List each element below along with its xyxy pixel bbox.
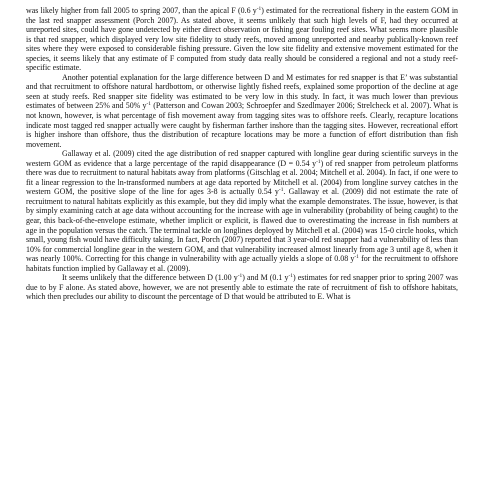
body-paragraph [26, 6, 458, 73]
unit-exponent: -1 [354, 254, 359, 261]
paragraph-text: for the recruitment to offshore habitats function implied by Gallaway et al. (2009). [26, 254, 459, 273]
body-paragraph [26, 273, 458, 302]
unit-exponent: -1 [316, 158, 321, 165]
unit-exponent: -1 [237, 273, 243, 280]
unit-exponent: -1 [288, 273, 293, 280]
body-paragraph [26, 149, 458, 273]
paragraph-text: ) estimated for the recreational fishery in the eastern GOM in the last red snapper assessment (Porch 2007). As stated above, it seems unlikely that such high levels of F, had they occurred at unreported sites, could have gone undetected by either direct observation or fishing gear fouling reef sites. What seems more plausible is that red snapper, which displayed very low site fidelity to study reefs, moved among unreported and nearby publically-known reef sites where they were exposed to considerable fishing pressure. Given the low site fidelity and extensive movement estimated for the species, it seems likely that any estimate of F computed from study data really should be considered a regional and not a study reef-specific estimate. [26, 6, 458, 73]
unit-exponent: -1 [278, 187, 284, 194]
paragraph-text: Gallaway et al. (2009) cited the age distribution of red snapper captured with longline gear during scientific surveys in the western GOM as evidence that a large percentage of the rapid disappearance (D = 0.54 y [26, 149, 458, 168]
paragraph-text: It seems unlikely that the difference between D (1.00 y [62, 273, 238, 283]
paragraph-text: ) and M (0.1 y [242, 273, 289, 283]
unit-exponent: -1 [146, 101, 151, 108]
paragraph-text: . Gallaway et al. (2009) did not estimate the rate of recruitment to natural habitats explicitly as this example, but they did imply what the example demonstrates. The issue, however, is that by simply examining catch at age data without accounting for the increase with age in vulnerability (probability of being caught) to the gear, this back-of-the-envelope estimate, whether implicit or explicit, is flawed due to overestimating the increase in fish numbers at age in the population versus the catch. The terminal tackle on longlines deployed by Mitchell et al. (2004) was 15-0 circle hooks, which small, young fish would have difficulty taking. In fact, Porch (2007) reported that 3 year-old red snapper had a vulnerability of less than 10% for commercial longline gear in the western GOM, and that vulnerability increased almost linearly from age 3 until age 8, when it was nearly 100%. Correcting for this change in vulnerability with age actually yields a slope of 0.08 y [26, 187, 458, 264]
unit-exponent: -1 [256, 6, 262, 12]
paragraph-text: ) of red snapper from petroleum platforms there was due to recruitment to natural habitats away from platforms (Gitschlag et al. 2004; Mitchell et al. 2004). In fact, if one were to fit a linear regression to the ln-transformed numbers at age data reported by Mitchell et al. (2004) from longline survey catches in the western GOM, the positive slope of the line for ages 3-8 is actually 0.54 y [26, 158, 458, 197]
paragraph-text: ) estimates for red snapper prior to spring 2007 was due to by F alone. As stated above, however, we are not presently able to estimate the rate of recruitment of fish to offshore habitats, which then precludes our ability to discount the percentage of D that would be attributed to E. What is [26, 273, 459, 302]
paragraph-text: Another potential explanation for the large difference between D and M estimates for red snapper is that E’ was substantial and that recruitment to offshore natural hardbottom, or otherwise lightly fished reefs, explained some proportion of the decline at age seen at study reefs. Red snapper site fidelity was estimated to be very low in this study. In fact, it was much lower than previous estimates of between 25% and 50% y [26, 72, 458, 111]
document-body [26, 6, 458, 302]
paragraph-text: (Patterson and Cowan 2003; Schroepfer and Szedlmayer 2006; Strelcheck et al. 2007). What is not known, however, is what percentage of fish movement away from tagging sites was to offshore reefs. Clearly, recapture locations indicate most tagged red snapper actually were caught by fisherman farther inshore than the tagging sites. However, recreational effort is higher inshore than offshore, thus the distribution of recapture locations may be more a function of effort distribution than fish movement. [26, 101, 459, 149]
paragraph-text: was likely higher from fall 2005 to spring 2007, than the apical F (0.6 y [26, 6, 257, 15]
body-paragraph [26, 73, 458, 149]
